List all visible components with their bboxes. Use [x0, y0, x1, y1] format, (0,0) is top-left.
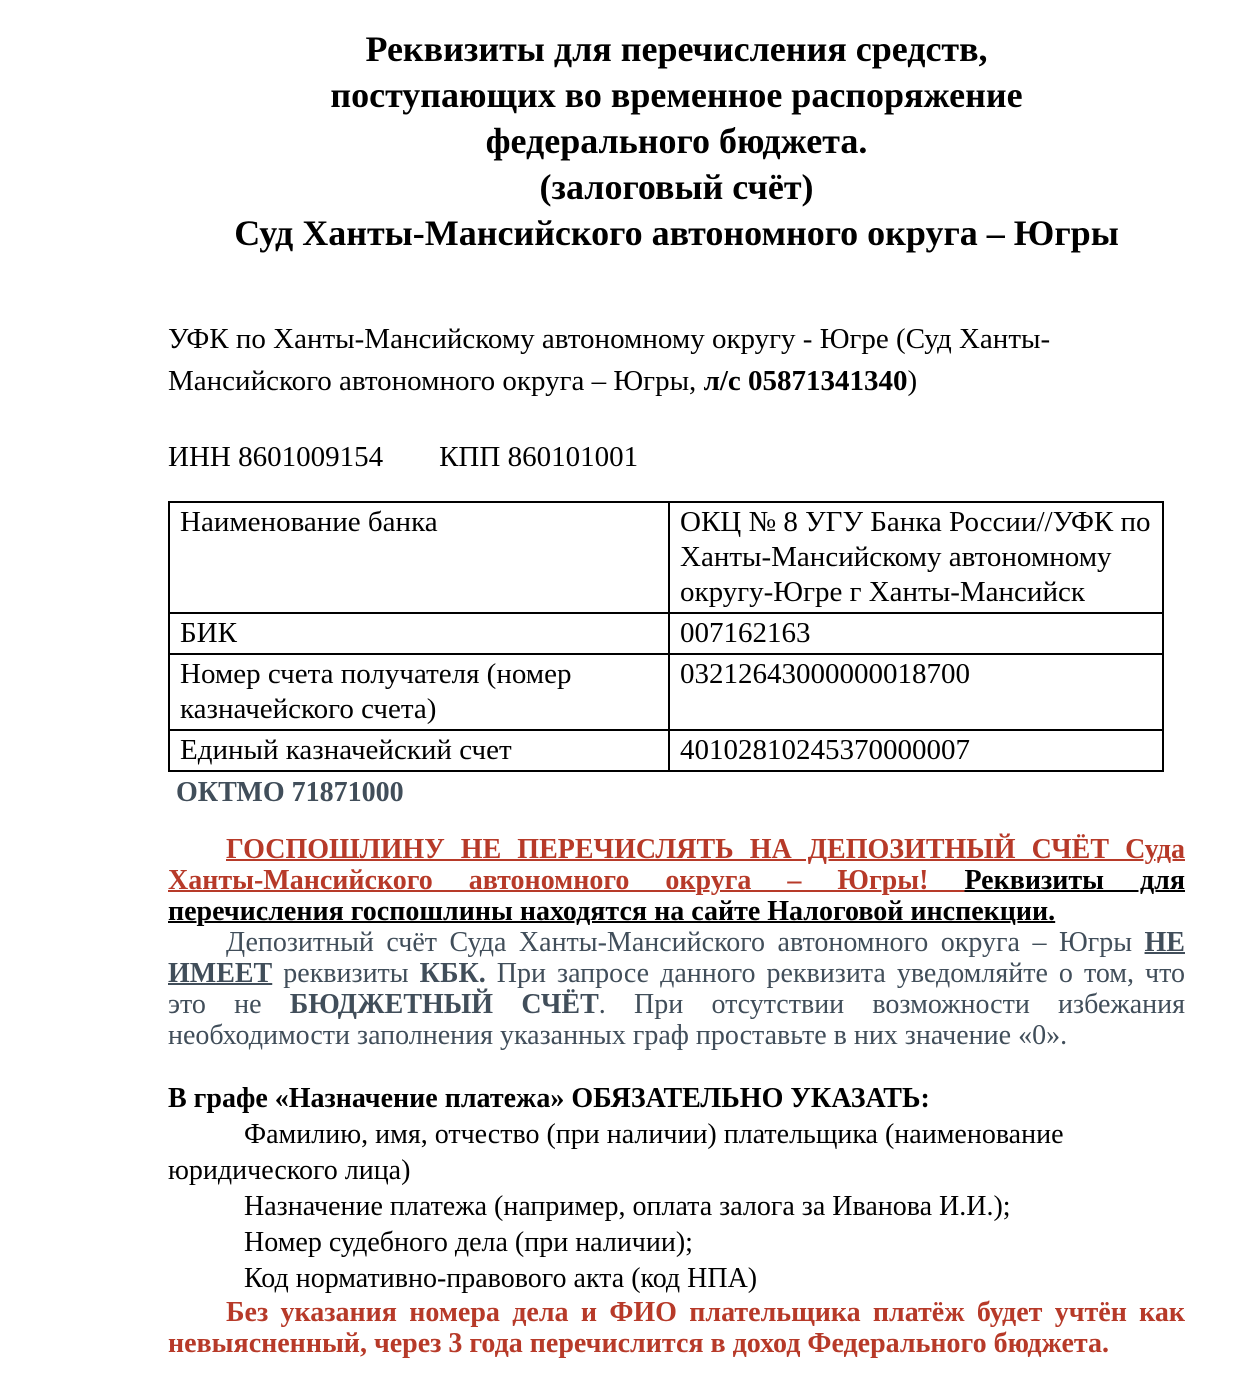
list-item-payment-purpose: Назначение платежа (например, оплата залога за Иванова И.И.); [244, 1191, 1011, 1222]
notice-red-text: ГОСПОШЛИНУ НЕ ПЕРЕЧИСЛЯТЬ НА ДЕПОЗИТНЫЙ СЧЁТ Суда Ханты-Мансийского автономного округа – Югры! [168, 834, 1185, 896]
treasury-account-label: Единый казначейский счет [169, 730, 669, 771]
recipient-paragraph [168, 318, 1185, 402]
title-line-2: поступающих во временное распоряжение [330, 75, 1023, 115]
document-title [168, 26, 1185, 256]
deposit-bold-kbk: КБК. [419, 958, 486, 989]
bank-name-value: ОКЦ № 8 УГУ Банка России//УФК по Ханты-Мансийскому автономному округу-Югре г Ханты-Мансийск [669, 502, 1163, 613]
title-line-4: (залоговый счёт) [539, 167, 814, 207]
list-item-npa-code: Код нормативно-правового акта (код НПА) [244, 1263, 758, 1294]
inn-kpp-line [168, 436, 1185, 478]
table-row-bank-name [169, 502, 1163, 613]
deposit-bold-budget-account: БЮДЖЕТНЫЙ СЧЁТ [289, 989, 599, 1020]
deposit-account-note [168, 927, 1185, 1051]
bank-details-table [168, 501, 1164, 772]
bik-label: БИК [169, 613, 669, 654]
deposit-text-1: Депозитный счёт Суда Ханты-Мансийского автономного округа – Югры [226, 927, 1145, 958]
list-item-payer-name: Фамилию, имя, отчество (при наличии) плательщика (наименование юридического лица) [168, 1119, 1064, 1186]
payment-purpose-heading: В графе «Назначение платежа» ОБЯЗАТЕЛЬНО УКАЗАТЬ: [168, 1083, 930, 1114]
title-line-3: федерального бюджета. [485, 121, 868, 161]
account-number-label: Номер счета получателя (номер казначейского счета) [169, 654, 669, 730]
gosposhlina-notice [168, 834, 1185, 927]
table-row-treasury-account [169, 730, 1163, 771]
recipient-account-number: л/с 05871341340 [703, 365, 908, 397]
warning-paragraph: Без указания номера дела и ФИО плательщика платёж будет учтён как невыясненный, через 3 года перечислится в доход Федерального бюджета. [168, 1297, 1185, 1359]
account-number-value: 03212643000000018700 [669, 654, 1163, 730]
deposit-text-4: . При отсутствии возможности избежания необходимости заполнения указанных граф проставьте в них значение «0». [168, 989, 1186, 1051]
treasury-account-value: 40102810245370000007 [669, 730, 1163, 771]
inn-value: ИНН 8601009154 [168, 441, 384, 473]
oktmo-line: ОКТМО 71871000 [176, 777, 404, 808]
notice-black-text: Реквизиты для перечисления госпошлины находятся на сайте Налоговой инспекции. [168, 865, 1186, 927]
deposit-text-2: реквизиты [272, 958, 420, 989]
title-line-1: Реквизиты для перечисления средств, [365, 29, 988, 69]
recipient-text-end: ) [907, 365, 918, 397]
title-line-5: Суд Ханты-Мансийского автономного округа – Югры [234, 213, 1119, 253]
deposit-bold-ne-imeet: НЕ ИМЕЕТ [168, 927, 1185, 989]
list-item-case-number: Номер судебного дела (при наличии); [244, 1227, 693, 1258]
table-row-bik [169, 613, 1163, 654]
deposit-text-3: При запросе данного реквизита уведомляйте о том, что это не [168, 958, 1185, 1020]
table-row-account-number [169, 654, 1163, 730]
bank-name-label: Наименование банка [169, 502, 669, 613]
recipient-text: УФК по Ханты-Мансийскому автономному округу - Югре (Суд Ханты-Мансийского автономного округа – Югры, [168, 323, 1051, 397]
kpp-value: КПП 860101001 [439, 441, 639, 473]
bik-value: 007162163 [669, 613, 1163, 654]
